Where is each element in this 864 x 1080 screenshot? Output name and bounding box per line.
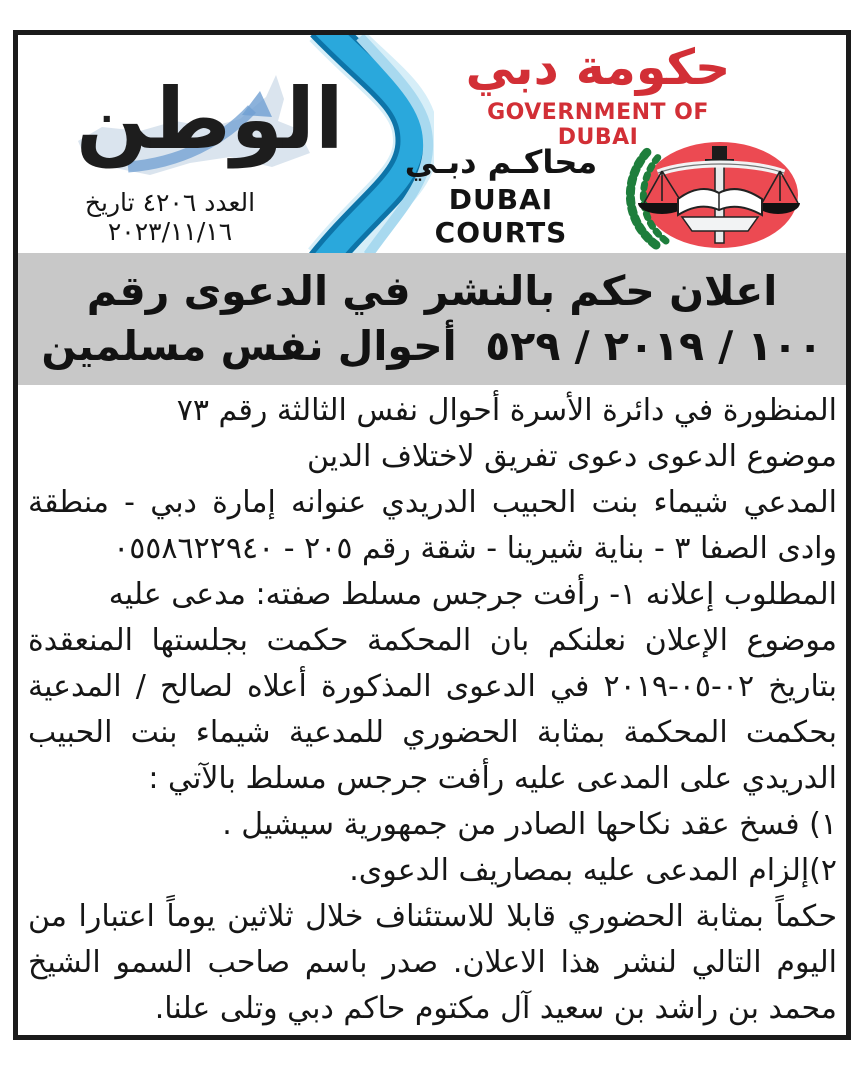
issue-number-and-date: العدد ٤٢٠٦ تاريخ ٢٠٢٣/١١/١٦ [84, 188, 256, 246]
dubai-courts-english: DUBAI COURTS [434, 182, 568, 249]
notice-title-line1: اعلان حكم بالنشر في الدعوى رقم [86, 266, 778, 315]
notice-title-line2: ١٠٠ / ٢٠١٩ / ٥٢٩ أحوال نفس مسلمين [41, 322, 823, 370]
notice-paragraph: موضوع الدعوى دعوى تفريق لاختلاف الدين [306, 439, 837, 474]
notice-paragraph: المدعي شيماء بنت الحبيب الدريدي عنوانه إمارة دبي - منطقة وادى الصفا ٣ - بناية شيرينا - شقة رقم ٢٠٥ - ٠٥٥٨٦٢٢٩٤٠ [28, 485, 837, 566]
dubai-courts-wordmark [390, 142, 612, 249]
government-logo-arabic: حكومة دبي [465, 39, 731, 96]
newspaper-logo: الوطن [76, 70, 344, 168]
dubai-courts-logo [390, 139, 800, 251]
notice-paragraph: ١) فسخ عقد نكاحها الصادر من جمهورية سيشيل . [222, 807, 837, 842]
notice-paragraph: ٢)إلزام المدعى عليه بمصاريف الدعوى. [349, 853, 837, 888]
notice-title-band [18, 253, 846, 385]
government-logo-english: GOVERNMENT OF DUBAI [487, 100, 709, 151]
government-of-dubai-logo [458, 37, 738, 150]
notice-body [18, 385, 846, 1035]
notice-paragraph: موضوع الإعلان نعلنكم بان المحكمة حكمت بجلستها المنعقدة بتاريخ ٠٢-٠٥-٢٠١٩ في الدعوى المذكورة أعلاه لصالح / المدعية بحكمت المحكمة بمثابة الحضوري للمدعية شيماء بنت الحبيب الدريدي على المدعى عليه رأفت جرجس مسلط بالآتي : [28, 623, 838, 796]
notice-paragraph: حكماً بمثابة الحضوري قابلا للاستئناف خلال ثلاثين يوماً اعتبارا من اليوم التالي لنشر هذا الاعلان. صدر باسم صاحب السمو الشيخ محمد بن راشد بن سعيد آل مكتوم حاكم دبي وتلى علنا. [28, 899, 837, 1026]
masthead [18, 35, 846, 253]
ad-frame [13, 30, 851, 1040]
notice-paragraph: المطلوب إعلانه ١- رأفت جرجس مسلط صفته: مدعى عليه [108, 577, 837, 612]
dubai-courts-emblem-icon [620, 139, 800, 251]
dubai-courts-arabic: محاكـم دبـي [404, 142, 598, 181]
notice-paragraph: المنظورة في دائرة الأسرة أحوال نفس الثالثة رقم ٧٣ [176, 393, 837, 428]
